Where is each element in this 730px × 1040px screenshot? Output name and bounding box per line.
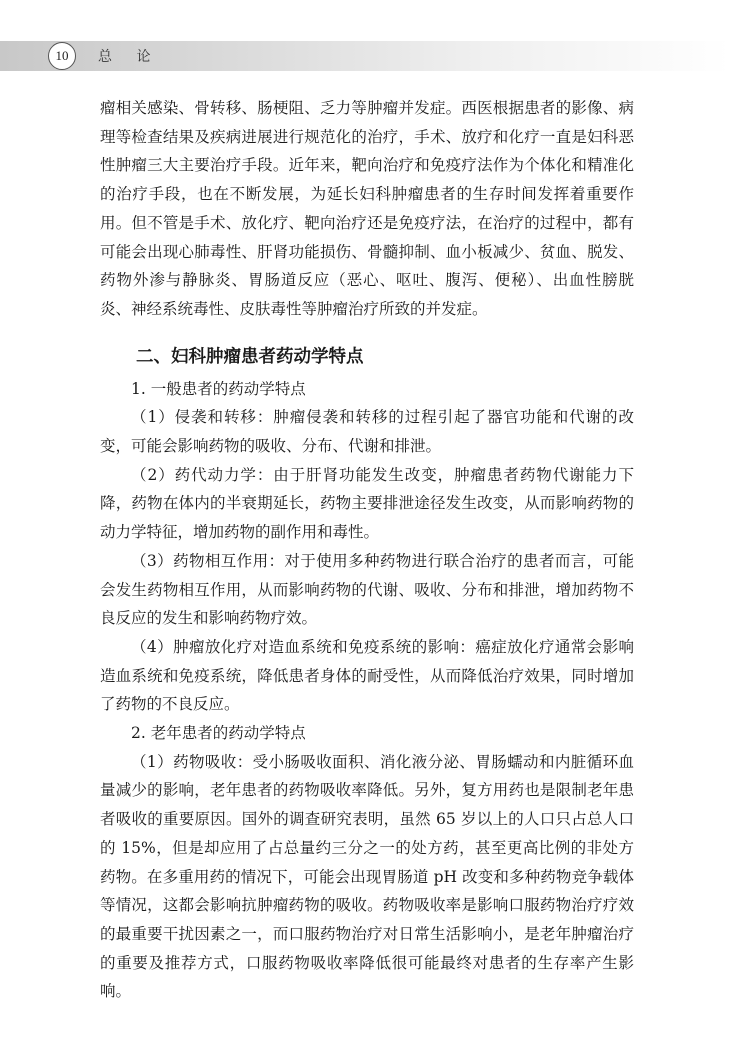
paragraph-pharmacokinetics: （2）药代动力学：由于肝肾功能发生改变，肿瘤患者药物代谢能力下降，药物在体内的半衰期延长，药物主要排泄途径发生改变，从而影响药物的动力学特征，增加药物的副作用和毒性。: [100, 465, 634, 542]
paragraph-continuation: 瘤相关感染、骨转移、肠梗阻、乏力等肿瘤并发症。西医根据患者的影像、病理等检查结果及疾病进展进行规范化的治疗，手术、放疗和化疗一直是妇科恶性肿瘤三大主要治疗手段。近年来，靶向治疗和免疫疗法作为个体化和精准化的治疗手段，也在不断发展，为延长妇科肿瘤患者的生存时间发挥着重要作用。但不管是手术、放化疗、靶向治疗还是免疫疗法，在治疗的过程中，都有可能会出现心肺毒性、肝肾功能损伤、骨髓抑制、血小板减少、贫血、脱发、药物外渗与静脉炎、胃肠道反应（恶心、呕吐、腹泻、便秘）、出血性膀胱炎、神经系统毒性、皮肤毒性等肿瘤治疗所致的并发症。: [100, 99, 634, 318]
section-heading: 二、妇科肿瘤患者药动学特点: [136, 346, 364, 367]
paragraph-drug-absorption: （1）药物吸收：受小肠吸收面积、消化液分泌、胃肠蠕动和内脏循环血量减少的影响，老年患者的药物吸收率降低。另外，复方用药也是限制老年患者吸收的重要原因。国外的调查研究表明，虽然 65 岁以上的人口只占总人口的 15%，但是却应用了占总量约三分之一的处方药，甚至更高比例的非处方药物。在多重用药的情况下，可能会出现胃肠道 pH 改变和多种药物竞争载体等情况，这都会影响抗肿瘤药物的吸收。药物吸收率是影响口服药物治疗疗效的最重要干扰因素之一，而口服药物治疗对日常生活影响小，是老年肿瘤治疗的重要及推荐方式，口服药物吸收率降低很可能最终对患者的生存率产生影响。: [100, 752, 634, 1001]
paragraph-drug-interaction: （3）药物相互作用：对于使用多种药物进行联合治疗的患者而言，可能会发生药物相互作用，从而影响药物的代谢、吸收、分布和排泄，增加药物不良反应的发生和影响药物疗效。: [100, 551, 634, 628]
paragraph-radiochemotherapy-effects: （4）肿瘤放化疗对造血系统和免疫系统的影响：癌症放化疗通常会影响造血系统和免疫系统，降低患者身体的耐受性，从而降低治疗效果，同时增加了药物的不良反应。: [100, 637, 634, 714]
running-title: 总 论: [98, 49, 161, 65]
subsection-heading-elderly: 2. 老年患者的药动学特点: [131, 724, 306, 743]
page-body: [100, 94, 634, 1006]
page-number: 10: [48, 42, 76, 70]
subsection-heading-general: 1. 一般患者的药动学特点: [131, 379, 306, 398]
paragraph-invasion-metastasis: （1）侵袭和转移：肿瘤侵袭和转移的过程引起了器官功能和代谢的改变，可能会影响药物的吸收、分布、代谢和排泄。: [100, 408, 634, 456]
